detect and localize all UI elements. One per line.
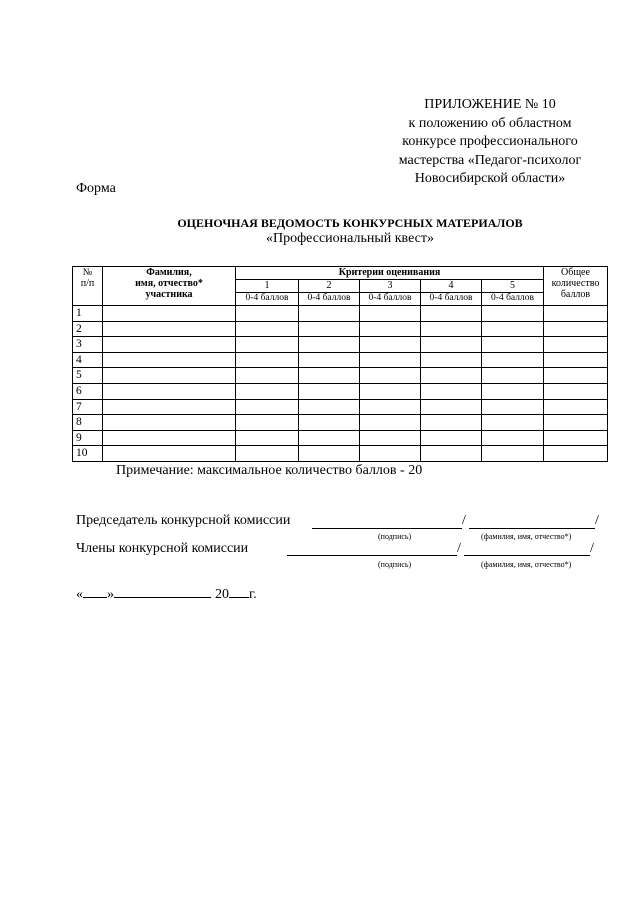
row-number: 6 <box>73 383 103 399</box>
header-total-score: Общее количество баллов <box>544 267 608 306</box>
criterion-scale: 0-4 баллов <box>482 293 544 306</box>
note: Примечание: максимальное количество баллов - 20 <box>116 463 423 478</box>
score-cell[interactable] <box>299 337 360 353</box>
members-label: Члены конкурсной комиссии <box>76 541 249 556</box>
caption-signature: (подпись) <box>378 560 412 569</box>
total-cell[interactable] <box>544 321 608 337</box>
close-quote: » <box>107 587 114 602</box>
score-cell[interactable] <box>421 446 482 462</box>
score-cell[interactable] <box>236 368 299 384</box>
score-cell[interactable] <box>421 383 482 399</box>
name-cell[interactable] <box>103 337 236 353</box>
row-number: 9 <box>73 430 103 446</box>
appendix-line: Новосибирской области» <box>414 171 566 187</box>
row-number: 7 <box>73 399 103 415</box>
chair-signature-line[interactable] <box>312 528 462 529</box>
total-cell[interactable] <box>544 306 608 322</box>
table-row <box>73 415 608 431</box>
score-cell[interactable] <box>236 399 299 415</box>
score-cell[interactable] <box>421 399 482 415</box>
header-criteria: Критерии оценивания <box>236 267 544 280</box>
score-cell[interactable] <box>482 368 544 384</box>
score-cell[interactable] <box>299 383 360 399</box>
criterion-scale: 0-4 баллов <box>299 293 360 306</box>
total-cell[interactable] <box>544 446 608 462</box>
score-cell[interactable] <box>236 446 299 462</box>
score-cell[interactable] <box>236 337 299 353</box>
score-cell[interactable] <box>236 321 299 337</box>
title-main: ОЦЕНОЧНАЯ ВЕДОМОСТЬ КОНКУРСНЫХ МАТЕРИАЛОВ <box>177 216 523 230</box>
total-cell[interactable] <box>544 430 608 446</box>
score-cell[interactable] <box>360 446 421 462</box>
date-line <box>76 585 257 603</box>
score-cell[interactable] <box>421 368 482 384</box>
score-cell[interactable] <box>236 430 299 446</box>
score-cell[interactable] <box>482 337 544 353</box>
score-cell[interactable] <box>360 337 421 353</box>
score-cell[interactable] <box>299 399 360 415</box>
score-cell[interactable] <box>482 352 544 368</box>
score-cell[interactable] <box>421 430 482 446</box>
score-cell[interactable] <box>236 352 299 368</box>
criterion-scale: 0-4 баллов <box>421 293 482 306</box>
row-number: 1 <box>73 306 103 322</box>
row-number: 8 <box>73 415 103 431</box>
chair-label: Председатель конкурсной комиссии <box>76 513 291 528</box>
score-cell[interactable] <box>482 415 544 431</box>
score-cell[interactable] <box>299 415 360 431</box>
score-cell[interactable] <box>482 306 544 322</box>
score-cell[interactable] <box>482 399 544 415</box>
score-cell[interactable] <box>360 321 421 337</box>
criterion-number: 2 <box>299 280 360 293</box>
score-cell[interactable] <box>482 430 544 446</box>
name-cell[interactable] <box>103 352 236 368</box>
caption-name: (фамилия, имя, отчество*) <box>481 532 572 541</box>
table-row <box>73 352 608 368</box>
score-cell[interactable] <box>299 368 360 384</box>
document-title <box>90 215 610 247</box>
criterion-scale: 0-4 баллов <box>236 293 299 306</box>
score-cell[interactable] <box>360 415 421 431</box>
score-cell[interactable] <box>236 306 299 322</box>
total-cell[interactable] <box>544 415 608 431</box>
slash: / <box>457 541 461 556</box>
score-cell[interactable] <box>421 352 482 368</box>
score-cell[interactable] <box>360 430 421 446</box>
table-row <box>73 306 608 322</box>
slash: / <box>462 513 466 528</box>
header-row-number: № п/п <box>73 267 103 306</box>
total-cell[interactable] <box>544 337 608 353</box>
members-name-line[interactable] <box>464 555 590 556</box>
score-cell[interactable] <box>421 306 482 322</box>
score-cell[interactable] <box>360 368 421 384</box>
score-cell[interactable] <box>299 446 360 462</box>
criterion-number: 3 <box>360 280 421 293</box>
score-cell[interactable] <box>236 415 299 431</box>
name-cell[interactable] <box>103 306 236 322</box>
appendix-header <box>380 96 600 189</box>
name-cell[interactable] <box>103 430 236 446</box>
year-blank[interactable] <box>229 585 249 598</box>
total-cell[interactable] <box>544 368 608 384</box>
criterion-number: 1 <box>236 280 299 293</box>
table-row <box>73 337 608 353</box>
title-sub: «Профессиональный квест» <box>266 231 434 246</box>
score-cell[interactable] <box>482 446 544 462</box>
name-cell[interactable] <box>103 415 236 431</box>
month-blank[interactable] <box>114 585 211 598</box>
appendix-line: конкурсе профессионального <box>402 134 578 150</box>
score-cell[interactable] <box>482 383 544 399</box>
name-cell[interactable] <box>103 383 236 399</box>
form-label: Форма <box>76 181 116 196</box>
score-cell[interactable] <box>299 321 360 337</box>
members-signature-line[interactable] <box>287 555 457 556</box>
appendix-line: ПРИЛОЖЕНИЕ № 10 <box>424 97 556 112</box>
table-row <box>73 430 608 446</box>
score-cell[interactable] <box>421 337 482 353</box>
score-cell[interactable] <box>299 430 360 446</box>
score-cell[interactable] <box>360 306 421 322</box>
criterion-number: 4 <box>421 280 482 293</box>
score-cell[interactable] <box>482 321 544 337</box>
name-cell[interactable] <box>103 321 236 337</box>
caption-name: (фамилия, имя, отчество*) <box>481 560 572 569</box>
table-row <box>73 321 608 337</box>
row-number: 2 <box>73 321 103 337</box>
table-row <box>73 446 608 462</box>
appendix-line: мастерства «Педагог-психолог <box>398 152 582 168</box>
criterion-scale: 0-4 баллов <box>360 293 421 306</box>
name-cell[interactable] <box>103 368 236 384</box>
day-blank[interactable] <box>83 585 107 598</box>
year-prefix: 20 <box>215 587 229 602</box>
table-row <box>73 368 608 384</box>
chair-name-line[interactable] <box>469 528 595 529</box>
slash: / <box>595 513 599 528</box>
open-quote: « <box>76 587 83 602</box>
table-row <box>73 383 608 399</box>
row-number: 3 <box>73 337 103 353</box>
evaluation-table <box>72 266 608 462</box>
score-cell[interactable] <box>421 321 482 337</box>
score-cell[interactable] <box>360 383 421 399</box>
total-cell[interactable] <box>544 352 608 368</box>
score-cell[interactable] <box>236 383 299 399</box>
score-cell[interactable] <box>360 352 421 368</box>
caption-signature: (подпись) <box>378 532 412 541</box>
score-cell[interactable] <box>299 306 360 322</box>
total-cell[interactable] <box>544 399 608 415</box>
header-participant-name: Фамилия, имя, отчество* участника <box>103 267 236 306</box>
table-row <box>73 399 608 415</box>
appendix-line: к положению об областном <box>408 115 572 131</box>
name-cell[interactable] <box>103 399 236 415</box>
row-number: 5 <box>73 368 103 384</box>
total-cell[interactable] <box>544 383 608 399</box>
score-cell[interactable] <box>299 352 360 368</box>
name-cell[interactable] <box>103 446 236 462</box>
row-number: 4 <box>73 352 103 368</box>
score-cell[interactable] <box>421 415 482 431</box>
year-suffix: г. <box>249 587 257 602</box>
score-cell[interactable] <box>360 399 421 415</box>
criterion-number: 5 <box>482 280 544 293</box>
row-number: 10 <box>73 446 103 462</box>
slash: / <box>590 541 594 556</box>
